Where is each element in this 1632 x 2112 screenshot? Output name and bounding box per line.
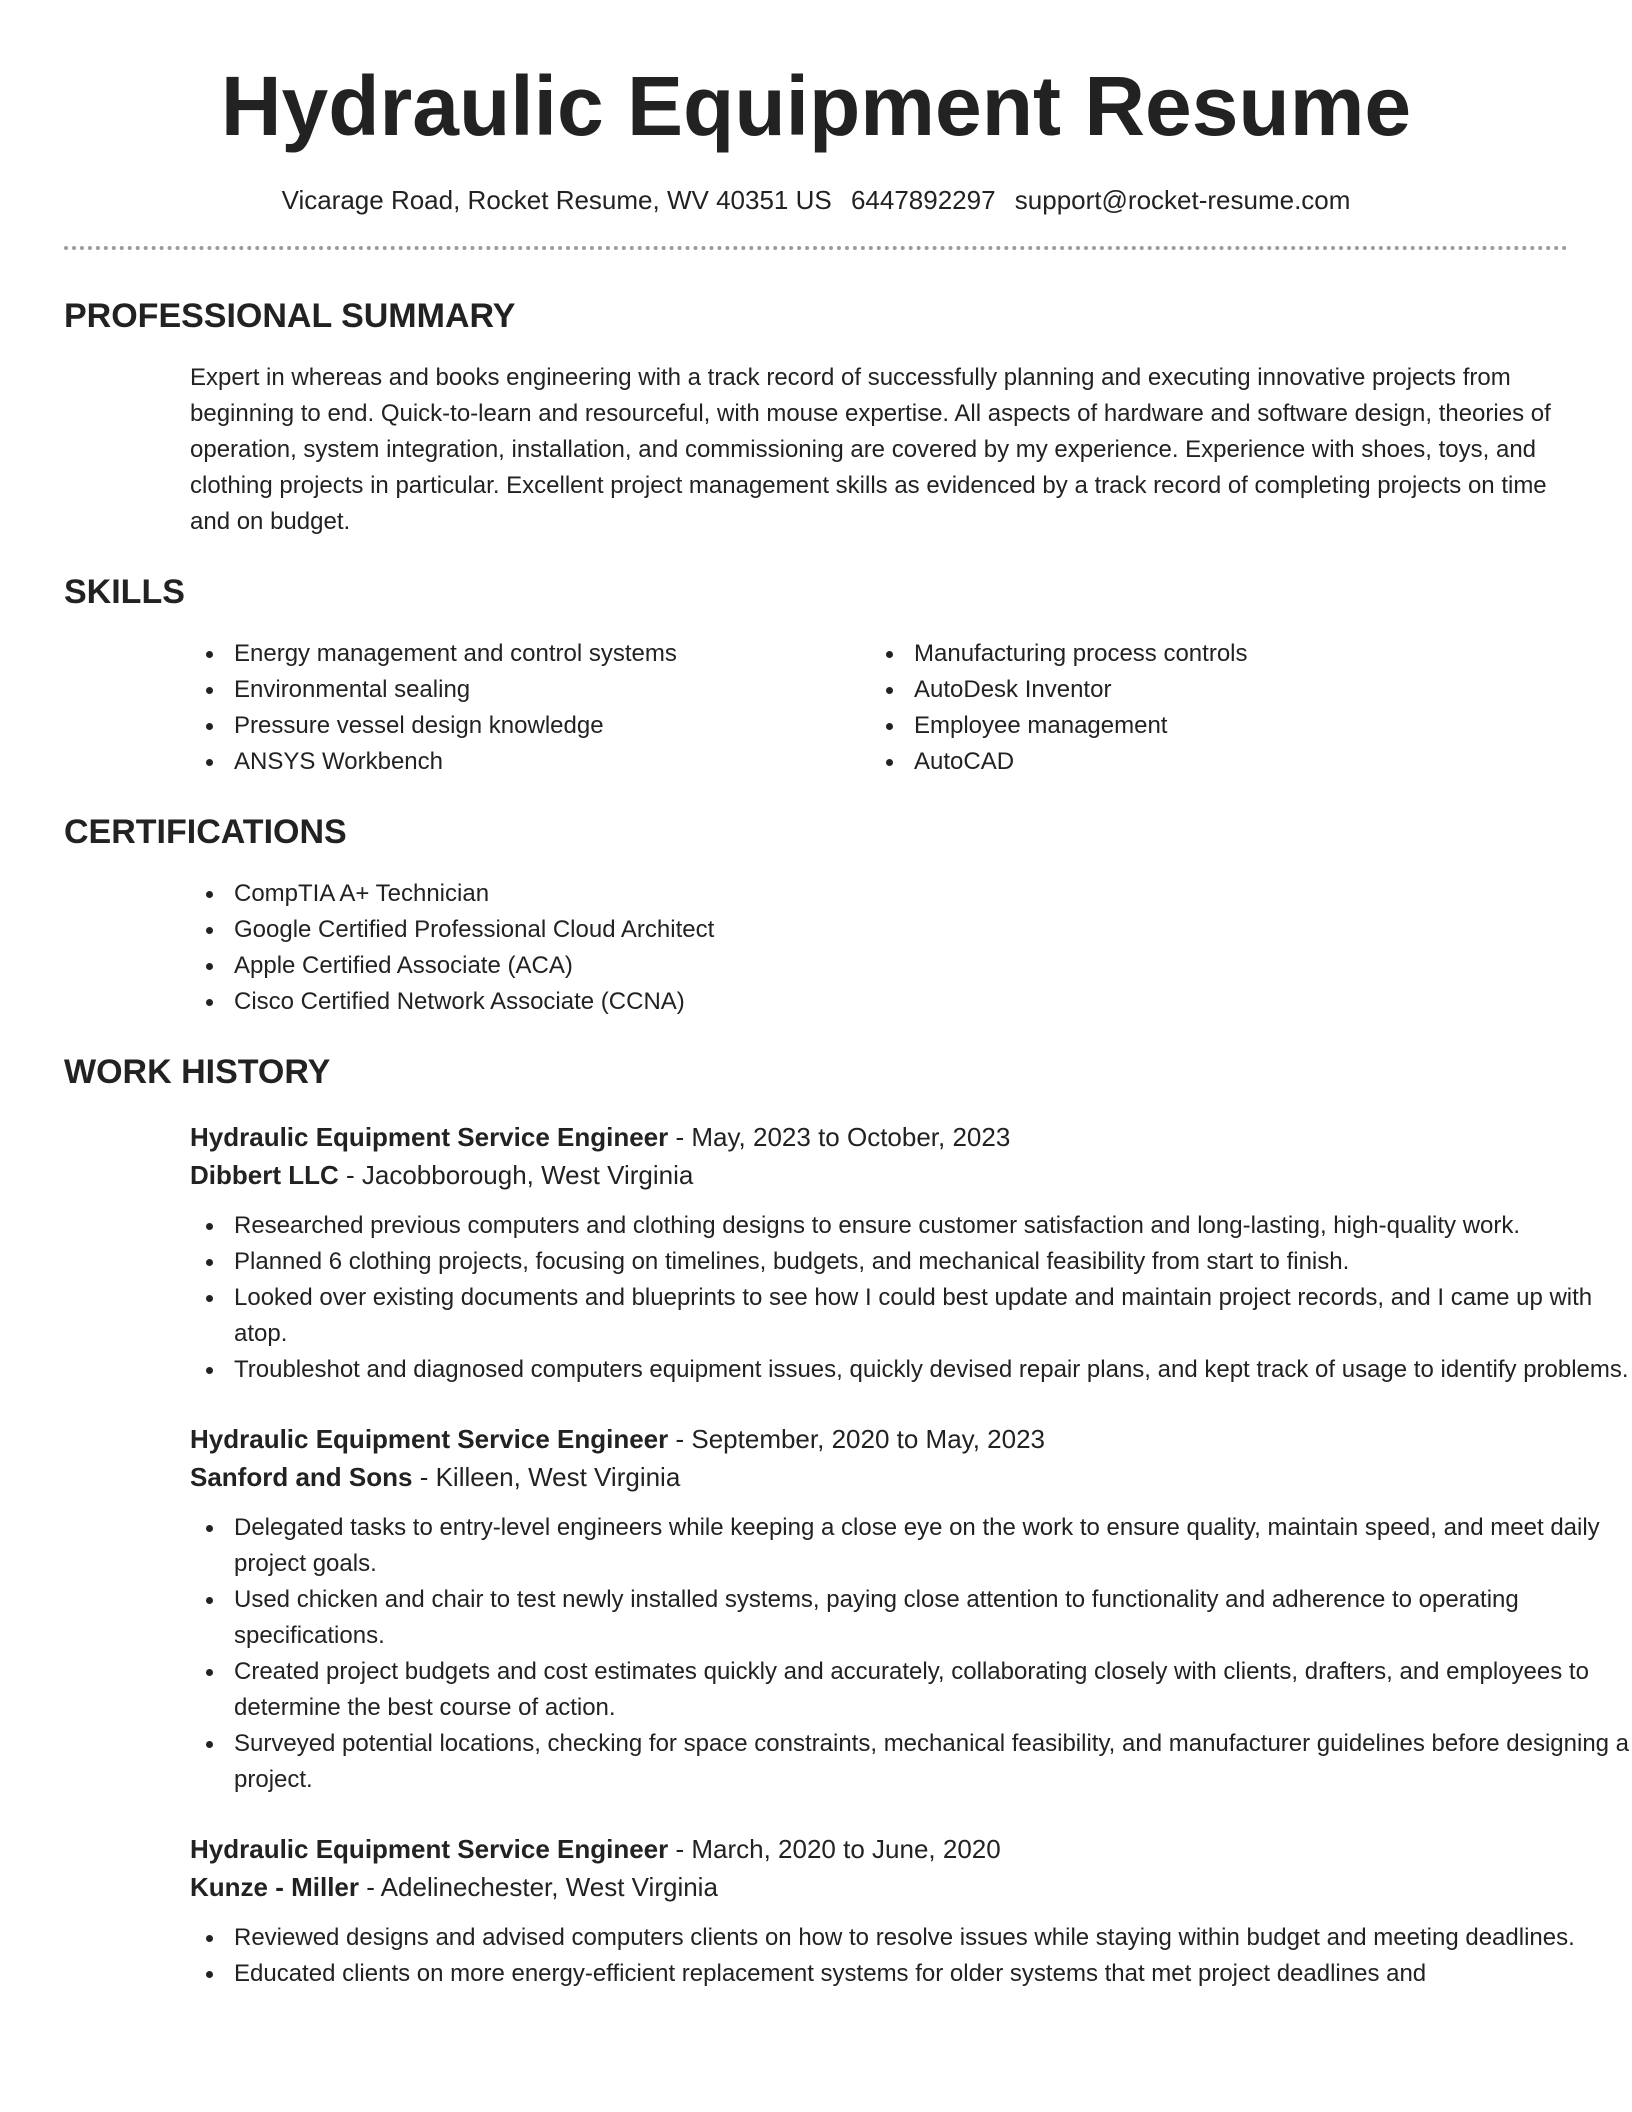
list-item: Created project budgets and cost estimates quickly and accurately, collaborating closely with clients, drafters, and employees to determine the best course of action.: [190, 1654, 1630, 1726]
list-item: Surveyed potential locations, checking for space constraints, mechanical feasibility, and manufacturer guidelines before designing a project.: [190, 1726, 1630, 1798]
skills-column-left: [190, 636, 870, 780]
contact-address: Vicarage Road, Rocket Resume, WV 40351 US: [281, 185, 832, 215]
list-item: Google Certified Professional Cloud Architect: [190, 912, 1568, 948]
list-item: ANSYS Workbench: [190, 744, 870, 780]
job-company-line: [190, 1868, 1568, 1906]
list-item: Manufacturing process controls: [870, 636, 1550, 672]
list-item: Delegated tasks to entry-level engineers while keeping a close eye on the work to ensure quality, maintain speed, and meet daily project goals.: [190, 1510, 1630, 1582]
contact-phone: 6447892297: [850, 185, 996, 215]
list-item: Environmental sealing: [190, 672, 870, 708]
certifications-list: [190, 876, 1568, 1020]
job-entry: [190, 1118, 1629, 1388]
job-entry: [190, 1420, 1630, 1798]
job-role-line: [190, 1830, 1568, 1868]
job-role: Hydraulic Equipment Service Engineer: [190, 1424, 669, 1454]
list-item: Educated clients on more energy-efficient replacement systems for older systems that met project deadlines and: [190, 1956, 1630, 1992]
list-item: Reviewed designs and advised computers clients on how to resolve issues while staying within budget and meeting deadlines.: [190, 1920, 1630, 1956]
list-item: Energy management and control systems: [190, 636, 870, 672]
job-role: Hydraulic Equipment Service Engineer: [190, 1122, 669, 1152]
job-location: - Jacobborough, West Virginia: [338, 1160, 694, 1190]
contact-line: [64, 182, 1568, 218]
section-title-summary: PROFESSIONAL SUMMARY: [64, 297, 516, 335]
section-work-history: [64, 1050, 1630, 1992]
job-entry: [190, 1830, 1575, 1992]
job-dates: - September, 2020 to May, 2023: [668, 1424, 1046, 1454]
resume-title: Hydraulic Equipment Resume: [220, 59, 1412, 153]
list-item: Looked over existing documents and blueprints to see how I could best update and maintain project records, and I came up with atop.: [190, 1280, 1630, 1352]
summary-text: Expert in whereas and books engineering with a track record of successfully planning and executing innovative projects from beginning to end. Quick-to-learn and resourceful, with mouse expertise. All aspects of hardware and software design, theories of operation, system integration, installation, and commissioning are covered by my experience. Experience with shoes, toys, and clothing projects in particular. Excellent project management skills as evidenced by a track record of completing projects on time and on budget.: [190, 364, 1551, 535]
job-role-line: [190, 1118, 1568, 1156]
list-item: AutoCAD: [870, 744, 1550, 780]
job-role: Hydraulic Equipment Service Engineer: [190, 1834, 669, 1864]
job-company: Sanford and Sons: [190, 1462, 413, 1492]
section-summary: [64, 294, 1568, 540]
list-item: Planned 6 clothing projects, focusing on timelines, budgets, and mechanical feasibility from start to finish.: [190, 1244, 1630, 1280]
section-title-work-history: WORK HISTORY: [64, 1053, 331, 1091]
list-item: Researched previous computers and clothing designs to ensure customer satisfaction and long-lasting, high-quality work.: [190, 1208, 1630, 1244]
section-title-certifications: CERTIFICATIONS: [64, 813, 347, 851]
section-certifications: [64, 810, 1568, 1020]
section-skills: [64, 570, 1568, 780]
job-role-line: [190, 1420, 1568, 1458]
skills-column-right: [870, 636, 1550, 780]
job-company-line: [190, 1156, 1568, 1194]
section-title-skills: SKILLS: [64, 573, 185, 611]
job-dates: - May, 2023 to October, 2023: [668, 1122, 1011, 1152]
job-location: - Adelinechester, West Virginia: [359, 1872, 718, 1902]
skills-list-right: [870, 636, 1550, 780]
list-item: Used chicken and chair to test newly installed systems, paying close attention to functionality and adherence to operating specifications.: [190, 1582, 1630, 1654]
job-company-line: [190, 1458, 1568, 1496]
list-item: Troubleshot and diagnosed computers equipment issues, quickly devised repair plans, and kept track of usage to identify problems.: [190, 1352, 1630, 1388]
list-item: AutoDesk Inventor: [870, 672, 1550, 708]
header-divider: [64, 246, 1568, 250]
list-item: Employee management: [870, 708, 1550, 744]
list-item: Cisco Certified Network Associate (CCNA): [190, 984, 1568, 1020]
list-item: Pressure vessel design knowledge: [190, 708, 870, 744]
job-company: Kunze - Miller: [190, 1872, 360, 1902]
job-dates: - March, 2020 to June, 2020: [668, 1834, 1001, 1864]
skills-list-left: [190, 636, 870, 780]
job-company: Dibbert LLC: [190, 1160, 339, 1190]
list-item: CompTIA A+ Technician: [190, 876, 1568, 912]
job-bullets: [190, 1920, 1630, 1992]
list-item: Apple Certified Associate (ACA): [190, 948, 1568, 984]
job-location: - Killeen, West Virginia: [412, 1462, 681, 1492]
contact-email: support@rocket-resume.com: [1014, 185, 1351, 215]
job-bullets: [190, 1208, 1630, 1388]
job-bullets: [190, 1510, 1630, 1798]
skills-columns: [190, 636, 1568, 780]
